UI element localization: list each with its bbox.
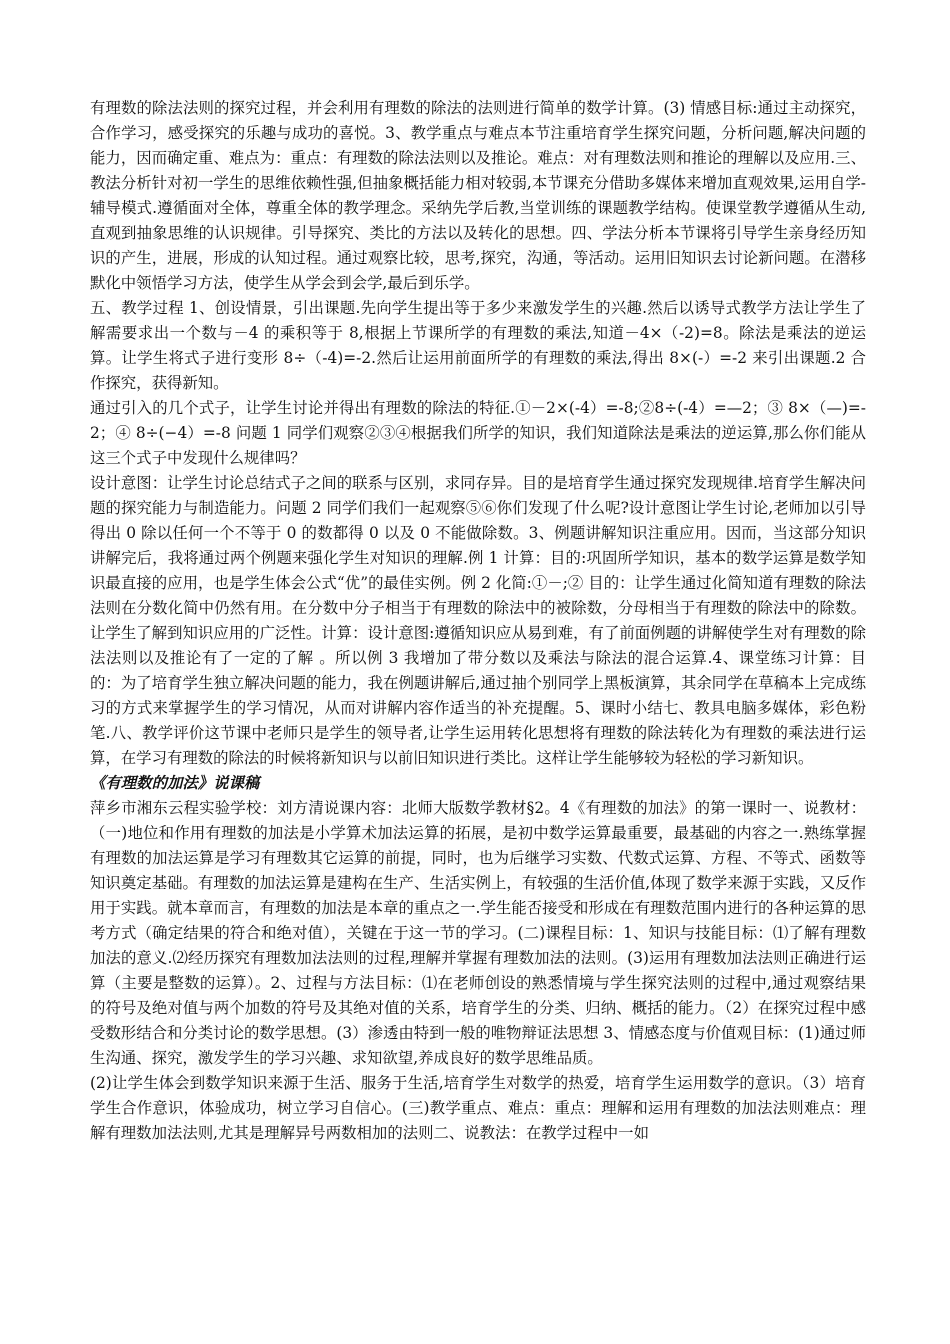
document-page bbox=[90, 96, 866, 1326]
paragraph: 通过引入的几个式子，让学生讨论并得出有理数的除法的特征.①－2×(-4）=-8;②8÷(-4）=—2；③ 8×（—)=-2；④ 8÷(−4）=-8 问题 1 同学们观察②③④根据我们所学的知识，我们知道除法是乘法的逆运算,那么你们能从这三个式子中发现什么规律吗？ bbox=[90, 399, 866, 467]
section-heading: 《有理数的加法》说课稿 bbox=[90, 774, 260, 792]
paragraph: 设计意图：让学生讨论总结式子之间的联系与区别，求同存异。目的是培育学生通过探究发现规律.培育学生解决问题的探究能力与制造能力。问题 2 同学们我们一起观察⑤⑥你们发现了什么呢?设计意图让学生讨论,老师加以引导得出 0 除以任何一个不等于 0 的数都得 0 以及 0 不能做除数。3、例题讲解知识注重应用。因而，当这部分知识讲解完后，我将通过两个例题来强化学生对知识的理解.例 1 计算：目的:巩固所学知识，基本的数学运算是数学知识最直接的应用，也是学生体会公式“优”的最佳实例。例 2 化简:①－;② 目的：让学生通过化简知道有理数的除法法则在分数化简中仍然有用。在分数中分子相当于有理数的除法中的被除数，分母相当于有理数的除法中的除数。让学生了解到知识应用的广泛性。计算：设计意图:遵循知识应从易到难，有了前面例题的讲解使学生对有理数的除法法则以及推论有了一定的了解 。所以例 3 我增加了带分数以及乘法与除法的混合运算.4、课堂练习计算：目的：为了培育学生独立解决问题的能力，我在例题讲解后,通过抽个别同学上黑板演算，其余同学在草稿本上完成练习的方式来掌握学生的学习情况，从而对讲解内容作适当的补充提醒。5、课时小结七、教具电脑多媒体，彩色粉笔.八、教学评价这节课中老师只是学生的领导者,让学生运用转化思想将有理数的除法转化为有理数的乘法进行运算，在学习有理数的除法的时候将新知识与以前旧知识进行类比。这样让学生能够较为轻松的学习新知识。 bbox=[90, 474, 866, 767]
paragraph: (2)让学生体会到数学知识来源于生活、服务于生活,培育学生对数学的热爱，培育学生运用数学的意识。（3）培育学生合作意识，体验成功，树立学习自信心。(三)教学重点、难点：重点：理解和运用有理数的加法法则难点：理解有理数加法法则,尤其是理解异号两数相加的法则二、说教法：在教学过程中一如 bbox=[90, 1074, 866, 1142]
paragraph: 萍乡市湘东云程实验学校：刘方清说课内容：北师大版数学教材§2。4《有理数的加法》的第一课时一、说教材：（一)地位和作用有理数的加法是小学算术加法运算的拓展，是初中数学运算最重要，最基础的内容之一.熟练掌握有理数的加法运算是学习有理数其它运算的前提，同时，也为后继学习实数、代数式运算、方程、不等式、函数等知识奠定基础。有理数的加法运算是建构在生产、生活实例上，有较强的生活价值,体现了数学来源于实践，又反作用于实践。就本章而言，有理数的加法是本章的重点之一.学生能否接受和形成在有理数范围内进行的各种运算的思考方式（确定结果的符合和绝对值），关键在于这一节的学习。(二)课程目标：1、知识与技能目标：⑴了解有理数加法的意义.⑵经历探究有理数加法法则的过程,理解并掌握有理数加法的法则。(3)运用有理数加法法则正确进行运算（主要是整数的运算）。2、过程与方法目标：⑴在老师创设的熟悉情境与学生探究法则的过程中,通过观察结果的符号及绝对值与两个加数的符号及其绝对值的关系，培育学生的分类、归纳、概括的能力。（2）在探究过程中感受数形结合和分类讨论的数学思想。(3）渗透由特到一般的唯物辩证法思想 3、情感态度与价值观目标：(1)通过师生沟通、探究，激发学生的学习兴趣、求知欲望,养成良好的数学思维品质。 bbox=[90, 799, 866, 1067]
paragraph: 五、教学过程 1、创设情景，引出课题.先向学生提出等于多少来激发学生的兴趣.然后以诱导式教学方法让学生了解需要求出一个数与－4 的乘积等于 8,根据上节课所学的有理数的乘法,知道－4×（-2)=8。除法是乘法的逆运算。让学生将式子进行变形 8÷（-4)=-2.然后让运用前面所学的有理数的乘法,得出 8×(-）=-2 来引出课题.2 合作探究，获得新知。 bbox=[90, 299, 866, 392]
paragraph: 有理数的除法法则的探究过程，并会利用有理数的除法的法则进行简单的数学计算。(3) 情感目标:通过主动探究，合作学习，感受探究的乐趣与成功的喜悦。3、教学重点与难点本节注重培育学生探究问题，分析问题,解决问题的能力，因而确定重、难点为：重点：有理数的除法法则以及推论。难点：对有理数法则和推论的理解以及应用.三、教法分析针对初一学生的思维依赖性强,但抽象概括能力相对较弱,本节课充分借助多媒体来增加直观效果,运用自学-辅导模式.遵循面对全体，尊重全体的教学理念。采纳先学后教,当堂训练的课题教学结构。使课堂教学遵循从生动,直观到抽象思维的认识规律。引导探究、类比的方法以及转化的思想。四、学法分析本节课将引导学生亲身经历知识的产生，进展，形成的认知过程。通过观察比较，思考,探究，沟通，等活动。运用旧知识去讨论新问题。在潜移默化中领悟学习方法，使学生从学会到会学,最后到乐学。 bbox=[90, 99, 866, 292]
